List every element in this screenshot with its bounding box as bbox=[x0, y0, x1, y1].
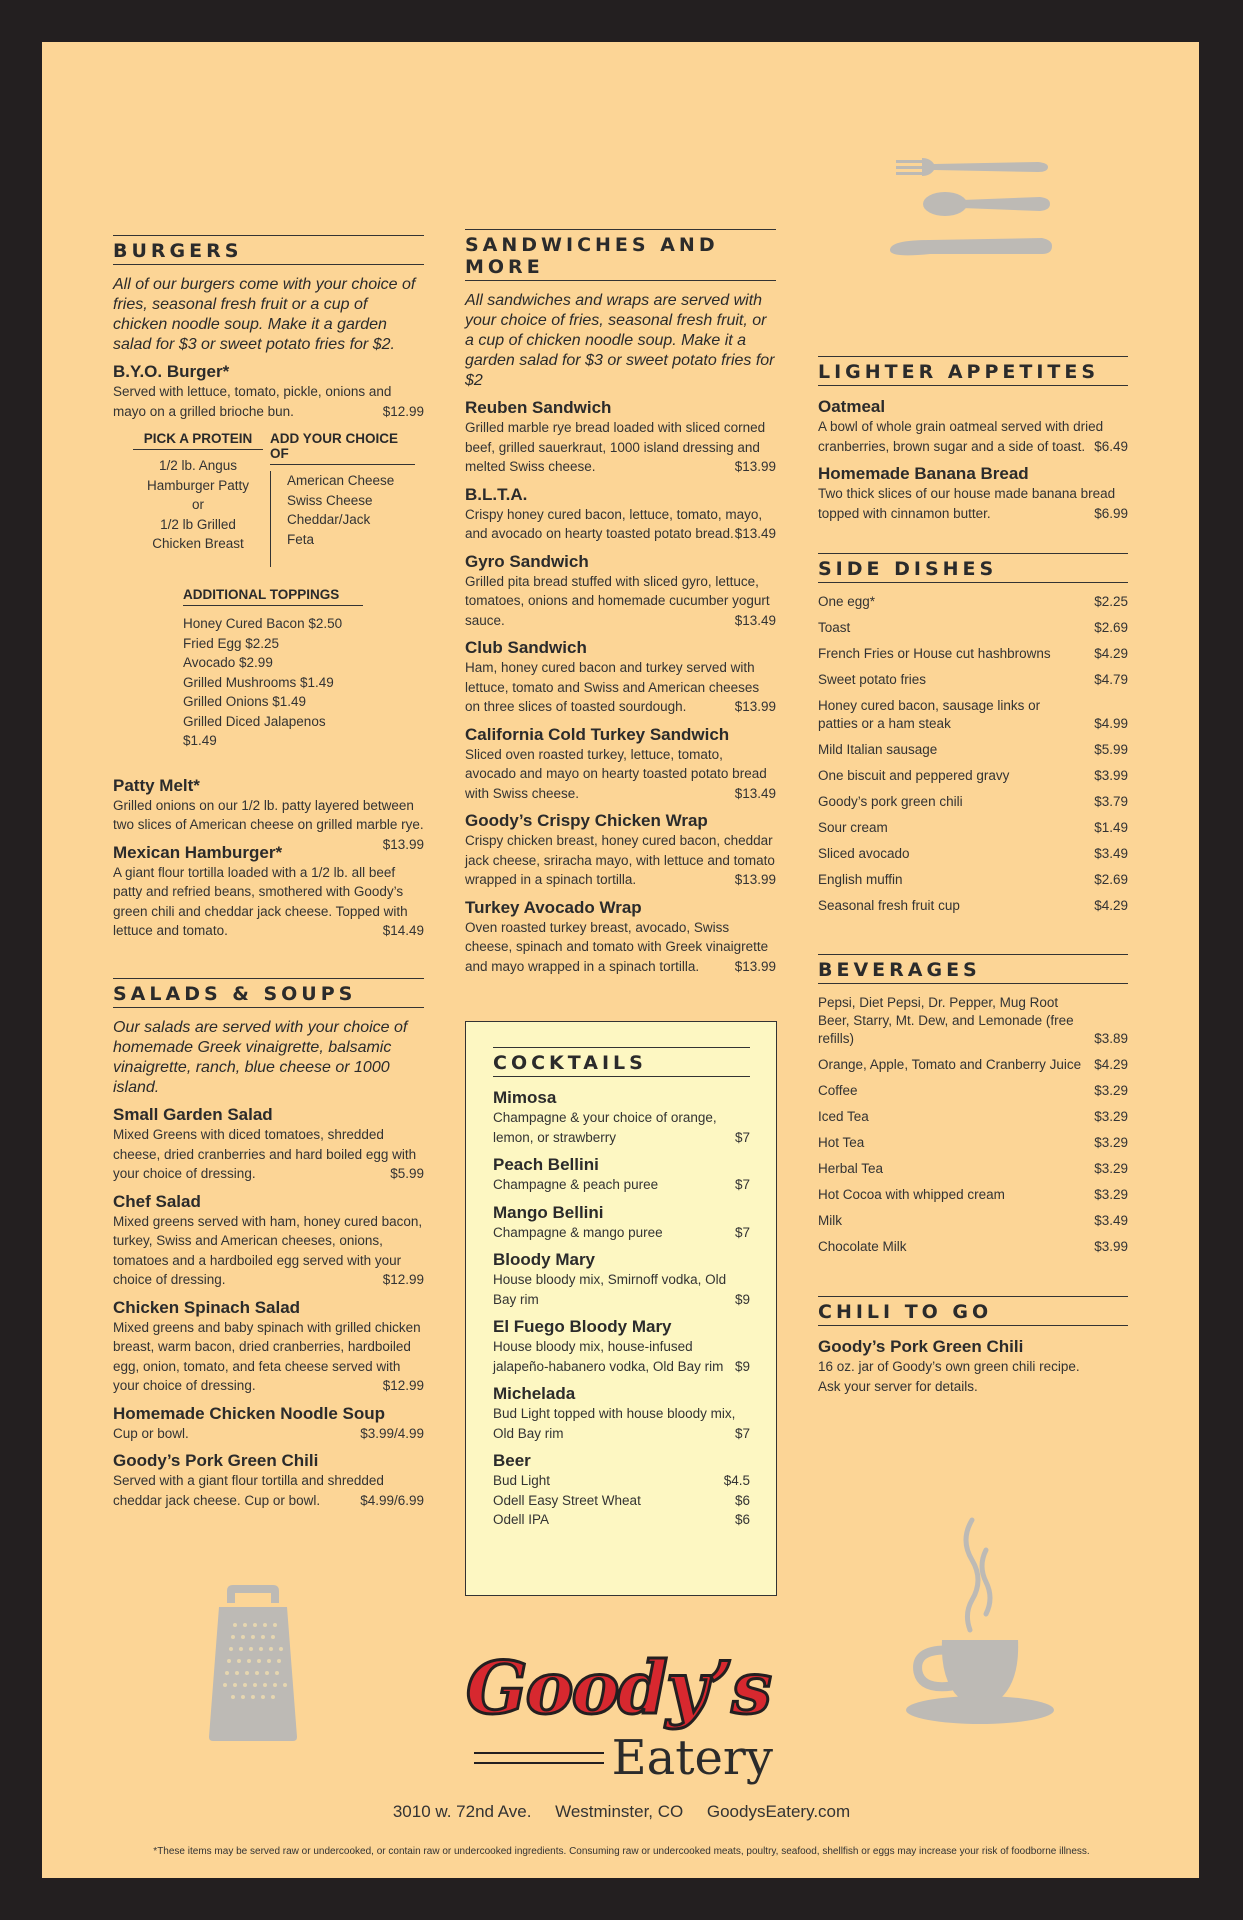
item-name: Turkey Avocado Wrap bbox=[465, 897, 642, 917]
beverage-price: $3.89 bbox=[1094, 1031, 1128, 1046]
item-desc: Champagne & your choice of orange, lemon, or strawberry bbox=[493, 1110, 717, 1145]
item-name: Chef Salad bbox=[113, 1191, 201, 1211]
topping: Grilled Diced Jalapenos $1.49 bbox=[183, 713, 326, 748]
item-price: $4.99/6.99 bbox=[360, 1492, 424, 1508]
beverage-row bbox=[818, 1056, 1128, 1074]
protein-line: 1/2 lb Grilled bbox=[160, 516, 236, 532]
item-price: $5.99 bbox=[390, 1166, 424, 1181]
side-row bbox=[818, 697, 1128, 733]
beverage-price: $3.29 bbox=[1094, 1135, 1128, 1150]
item-desc: Mixed greens served with ham, honey cured bacon, turkey, Swiss and American cheeses, onions, tomatoes and a hardboiled egg served with your choice of dressing. bbox=[113, 1213, 423, 1287]
item-name: Oatmeal bbox=[818, 397, 886, 416]
salad-item bbox=[113, 1450, 424, 1510]
burgers-section bbox=[113, 235, 424, 948]
sandwiches-title: SANDWICHES AND MORE bbox=[465, 229, 776, 281]
item-name: El Fuego Bloody Mary bbox=[493, 1317, 672, 1336]
brand-logo bbox=[463, 1645, 773, 1788]
beer-name: Odell IPA bbox=[493, 1512, 550, 1527]
item-desc: Two thick slices of our house made banana bread topped with cinnamon butter. bbox=[818, 486, 1116, 521]
beverage-price: $3.29 bbox=[1094, 1083, 1128, 1098]
item-price: $13.99 bbox=[382, 836, 424, 852]
side-row bbox=[818, 593, 1128, 611]
sandwich-item bbox=[465, 897, 776, 977]
toppings-head: ADDITIONAL TOPPINGS bbox=[183, 587, 363, 606]
logo-rule bbox=[474, 1752, 604, 1764]
item-desc: Mixed Greens with diced tomatoes, shredded cheese, dried cranberries and hard boiled egg with your choice of dressing. bbox=[113, 1127, 417, 1181]
topping: Honey Cured Bacon $2.50 bbox=[183, 616, 343, 631]
side-price: $1.49 bbox=[1094, 820, 1128, 835]
side-name: French Fries or House cut hashbrowns bbox=[818, 646, 1051, 661]
side-name: English muffin bbox=[818, 872, 903, 887]
lighter-section bbox=[818, 356, 1128, 530]
item-price: $7 bbox=[734, 1177, 750, 1192]
logo-brand: Goody’s bbox=[466, 1645, 770, 1730]
cocktails-box bbox=[465, 1021, 777, 1596]
item-name: B.Y.O. Burger* bbox=[113, 362, 230, 381]
side-price: $3.79 bbox=[1094, 794, 1128, 809]
sides-section bbox=[818, 553, 1128, 923]
item-name: Goody’s Crispy Chicken Wrap bbox=[465, 811, 708, 830]
item-price: $13.99 bbox=[734, 872, 776, 887]
side-price: $4.99 bbox=[1094, 716, 1128, 731]
item-name: Michelada bbox=[493, 1384, 576, 1403]
choice-line: Cheddar/Jack bbox=[287, 512, 371, 527]
item-desc: Crispy chicken breast, honey cured bacon, cheddar jack cheese, sriracha mayo, with lettuce and tomato wrapped in a spinach tortilla. bbox=[465, 833, 775, 887]
lighter-item bbox=[818, 463, 1128, 523]
item-desc: Ham, honey cured bacon and turkey served with lettuce, tomato and Swiss and American cheeses on three slices of toasted sourdough. bbox=[465, 660, 760, 714]
item-name: Chicken Spinach Salad bbox=[113, 1297, 301, 1317]
beer-price: $6 bbox=[734, 1512, 750, 1527]
cocktail-item bbox=[493, 1202, 750, 1243]
item-desc: House bloody mix, house-infused jalapeño-habanero vodka, Old Bay rim bbox=[493, 1339, 724, 1374]
item-price: $7 bbox=[734, 1129, 750, 1145]
item-price: $12.99 bbox=[382, 403, 424, 419]
side-row bbox=[818, 793, 1128, 811]
salads-section bbox=[113, 978, 424, 1517]
item-price: $13.99 bbox=[734, 699, 776, 714]
beer-name: Bud Light bbox=[493, 1473, 551, 1488]
beverage-row bbox=[818, 1186, 1128, 1204]
item-desc: Served with a giant flour tortilla and shredded cheddar jack cheese. Cup or bowl. bbox=[113, 1473, 384, 1508]
beverage-row bbox=[818, 1238, 1128, 1256]
side-price: $2.25 bbox=[1094, 594, 1128, 609]
side-row bbox=[818, 619, 1128, 637]
item-price: $7 bbox=[734, 1425, 750, 1441]
protein-line: Chicken Breast bbox=[152, 536, 244, 551]
sandwiches-section bbox=[465, 229, 776, 983]
item-desc: A giant flour tortilla loaded with a 1/2 lb. all beef patty and refried beans, smothered with Goody’s green chili and cheddar jack cheese. Topped with lettuce and tomato. bbox=[113, 864, 408, 938]
side-row bbox=[818, 871, 1128, 889]
choice-line: Feta bbox=[287, 531, 315, 547]
beverages-section bbox=[818, 954, 1128, 1264]
cocktail-item bbox=[493, 1087, 750, 1147]
beverage-price: $3.99 bbox=[1094, 1239, 1128, 1254]
beer-price: $6 bbox=[734, 1492, 750, 1508]
item-name: Patty Melt* bbox=[113, 775, 200, 795]
item-price: $13.49 bbox=[734, 785, 776, 801]
beverage-row bbox=[818, 1212, 1128, 1230]
side-row bbox=[818, 645, 1128, 663]
side-row bbox=[818, 897, 1128, 915]
byo-burger bbox=[113, 361, 424, 421]
beverages-title: BEVERAGES bbox=[818, 954, 1128, 984]
choice-line: Swiss Cheese bbox=[287, 492, 373, 508]
side-row bbox=[818, 845, 1128, 863]
item-name: Mango Bellini bbox=[493, 1202, 604, 1222]
item-price: $13.49 bbox=[734, 612, 776, 628]
side-name: Sweet potato fries bbox=[818, 672, 927, 687]
side-name: Honey cured bacon, sausage links or patties or a ham steak bbox=[818, 698, 1041, 731]
chili-desc: 16 oz. jar of Goody’s own green chili recipe. Ask your server for details. bbox=[818, 1359, 1080, 1394]
item-price: $3.99/4.99 bbox=[360, 1425, 424, 1441]
salad-item bbox=[113, 1104, 424, 1184]
protein-line: or bbox=[191, 497, 204, 512]
topping: Avocado $2.99 bbox=[183, 655, 273, 670]
item-desc: House bloody mix, Smirnoff vodka, Old Bay rim bbox=[493, 1272, 727, 1307]
sandwiches-intro: All sandwiches and wraps are served with your choice of fries, seasonal fresh fruit, or a cup of chicken noodle soup. Make it a garden salad for $3 or sweet potato fries for $2 bbox=[465, 292, 775, 389]
chili-title: CHILI TO GO bbox=[818, 1296, 1128, 1326]
beverage-price: $4.29 bbox=[1094, 1057, 1128, 1072]
protein-head: PICK A PROTEIN bbox=[133, 431, 263, 450]
additional-toppings bbox=[183, 587, 363, 751]
beverage-name: Chocolate Milk bbox=[818, 1239, 907, 1254]
choice-head: ADD YOUR CHOICE OF bbox=[270, 431, 415, 465]
fork-knife-spoon-icon bbox=[870, 150, 1080, 270]
side-name: Seasonal fresh fruit cup bbox=[818, 898, 960, 913]
side-price: $3.49 bbox=[1094, 846, 1128, 861]
beer-row bbox=[493, 1491, 750, 1511]
item-name: Bloody Mary bbox=[493, 1250, 596, 1269]
item-price: $9 bbox=[734, 1358, 750, 1374]
item-desc: A bowl of whole grain oatmeal served with dried cranberries, brown sugar and a side of toast. bbox=[818, 419, 1104, 454]
item-desc: Mixed greens and baby spinach with grilled chicken breast, warm bacon, dried cranberries, hardboiled egg, onion, tomato, and feta cheese served with your choice of dressing. bbox=[113, 1319, 421, 1393]
beverage-name: Hot Tea bbox=[818, 1135, 865, 1150]
item-price: $13.99 bbox=[734, 459, 776, 474]
chili-section bbox=[818, 1296, 1128, 1396]
item-price: $7 bbox=[734, 1224, 750, 1240]
side-price: $5.99 bbox=[1094, 742, 1128, 757]
side-price: $4.79 bbox=[1094, 672, 1128, 687]
item-desc: Crispy honey cured bacon, lettuce, tomato, mayo, and avocado on hearty toasted potato bread. bbox=[465, 506, 763, 541]
salads-title: SALADS & SOUPS bbox=[113, 978, 424, 1008]
mexican-hamburger bbox=[113, 842, 424, 941]
beer-title: Beer bbox=[493, 1451, 531, 1470]
beer-price: $4.5 bbox=[723, 1473, 750, 1488]
salad-item bbox=[113, 1403, 424, 1444]
side-row bbox=[818, 767, 1128, 785]
item-price: $6.99 bbox=[1094, 505, 1128, 521]
lighter-title: LIGHTER APPETITES bbox=[818, 356, 1128, 386]
side-price: $4.29 bbox=[1094, 898, 1128, 913]
beverage-name: Milk bbox=[818, 1213, 842, 1228]
beer-name: Odell Easy Street Wheat bbox=[493, 1492, 641, 1508]
item-price: $9 bbox=[734, 1291, 750, 1307]
item-name: Homemade Banana Bread bbox=[818, 464, 1029, 483]
side-name: One egg* bbox=[818, 594, 876, 609]
item-name: Peach Bellini bbox=[493, 1155, 599, 1174]
beverage-name: Herbal Tea bbox=[818, 1161, 884, 1176]
side-name: Goody’s pork green chili bbox=[818, 794, 963, 809]
cocktail-item bbox=[493, 1249, 750, 1309]
beverage-row bbox=[818, 1108, 1128, 1126]
item-desc: Oven roasted turkey breast, avocado, Swiss cheese, spinach and tomato with Greek vinaigrette and mayo wrapped in a spinach tortilla. bbox=[465, 919, 769, 974]
item-desc: Grilled onions on our 1/2 lb. patty layered between two slices of American cheese on grilled marble rye. bbox=[113, 797, 424, 832]
beverage-price: $3.29 bbox=[1094, 1109, 1128, 1124]
item-name: Goody’s Pork Green Chili bbox=[113, 1451, 319, 1470]
item-name: Small Garden Salad bbox=[113, 1105, 273, 1124]
protein-line: Hamburger Patty bbox=[146, 477, 250, 493]
sides-title: SIDE DISHES bbox=[818, 553, 1128, 583]
item-desc: Bud Light topped with house bloody mix, Old Bay rim bbox=[493, 1406, 736, 1441]
side-price: $4.29 bbox=[1094, 646, 1128, 661]
beverage-name: Iced Tea bbox=[818, 1109, 869, 1124]
topping: Fried Egg $2.25 bbox=[183, 635, 280, 651]
side-name: Mild Italian sausage bbox=[818, 742, 938, 757]
protein-line: 1/2 lb. Angus bbox=[158, 458, 238, 473]
item-desc: Champagne & peach puree bbox=[493, 1177, 659, 1192]
item-price: $12.99 bbox=[382, 1272, 424, 1287]
beverage-row bbox=[818, 1160, 1128, 1178]
item-name: Mimosa bbox=[493, 1088, 557, 1107]
sandwich-item bbox=[465, 810, 776, 890]
side-price: $2.69 bbox=[1094, 872, 1128, 887]
cocktail-item bbox=[493, 1383, 750, 1443]
item-price: $12.99 bbox=[382, 1378, 424, 1393]
salad-item bbox=[113, 1297, 424, 1396]
item-name: Club Sandwich bbox=[465, 638, 587, 657]
topping: Grilled Onions $1.49 bbox=[183, 694, 307, 709]
sandwich-item bbox=[465, 551, 776, 631]
beverage-price: $3.49 bbox=[1094, 1213, 1128, 1228]
side-name: One biscuit and peppered gravy bbox=[818, 768, 1010, 783]
coffee-cup-icon bbox=[900, 1510, 1060, 1740]
beverage-row bbox=[818, 1134, 1128, 1152]
address-line: 3010 w. 72nd Ave. Westminster, CO GoodysEatery.com bbox=[392, 1802, 851, 1821]
sandwich-item bbox=[465, 637, 776, 717]
item-price: $13.99 bbox=[734, 958, 776, 974]
beverage-price: $3.29 bbox=[1094, 1161, 1128, 1176]
side-name: Sliced avocado bbox=[818, 846, 910, 861]
beverage-name: Orange, Apple, Tomato and Cranberry Juice bbox=[818, 1057, 1082, 1072]
sandwich-item bbox=[465, 484, 776, 544]
beverage-name: Hot Cocoa with whipped cream bbox=[818, 1187, 1005, 1202]
cocktails-title: COCKTAILS bbox=[493, 1047, 750, 1077]
beer-list bbox=[493, 1450, 750, 1530]
lighter-item bbox=[818, 396, 1128, 456]
item-price: $14.49 bbox=[382, 923, 424, 938]
side-row bbox=[818, 671, 1128, 689]
item-price: $6.49 bbox=[1094, 438, 1128, 454]
side-name: Sour cream bbox=[818, 820, 888, 835]
sandwich-item bbox=[465, 397, 776, 477]
beverage-price: $3.29 bbox=[1094, 1187, 1128, 1202]
beverage-row bbox=[818, 1082, 1128, 1100]
beverage-name: Pepsi, Diet Pepsi, Dr. Pepper, Mug Root Beer, Starry, Mt. Dew, and Lemonade (free refills) bbox=[818, 995, 1074, 1046]
burgers-intro: All of our burgers come with your choice of fries, seasonal fresh fruit or a cup of chicken noodle soup. Make it a garden salad for $3 or sweet potato fries for $2. bbox=[113, 276, 416, 353]
item-desc: Cup or bowl. bbox=[113, 1425, 189, 1441]
item-name: Gyro Sandwich bbox=[465, 551, 589, 571]
item-price: $13.49 bbox=[734, 526, 776, 541]
salads-intro: Our salads are served with your choice of homemade Greek vinaigrette, balsamic vinaigrette, ranch, blue cheese or 1000 island. bbox=[113, 1019, 408, 1096]
choice-line: American Cheese bbox=[287, 473, 395, 488]
cocktail-item bbox=[493, 1154, 750, 1195]
salad-item bbox=[113, 1191, 424, 1290]
side-row bbox=[818, 819, 1128, 837]
beverage-name: Coffee bbox=[818, 1083, 858, 1098]
side-name: Toast bbox=[818, 620, 851, 635]
item-name: B.L.T.A. bbox=[465, 484, 528, 504]
item-desc: Served with lettuce, tomato, pickle, onions and mayo on a grilled brioche bun. bbox=[113, 384, 392, 419]
side-price: $2.69 bbox=[1094, 620, 1128, 635]
burgers-title: BURGERS bbox=[113, 235, 424, 265]
item-desc: Champagne & mango puree bbox=[493, 1224, 663, 1240]
chili-name: Goody’s Pork Green Chili bbox=[818, 1337, 1024, 1356]
side-price: $3.99 bbox=[1094, 768, 1128, 783]
item-name: California Cold Turkey Sandwich bbox=[465, 724, 730, 744]
grater-icon bbox=[205, 1585, 300, 1745]
side-row bbox=[818, 741, 1128, 759]
item-desc: Grilled marble rye bread loaded with sliced corned beef, grilled sauerkraut, 1000 island dressing and melted Swiss cheese. bbox=[465, 420, 766, 474]
item-desc: Grilled pita bread stuffed with sliced gyro, lettuce, tomatoes, onions and homemade cucumber yogurt sauce. bbox=[465, 573, 770, 628]
item-name: Mexican Hamburger* bbox=[113, 842, 283, 862]
beer-row bbox=[493, 1471, 750, 1491]
item-desc: Sliced oven roasted turkey, lettuce, tomato, avocado and mayo on hearty toasted potato bread with Swiss cheese. bbox=[465, 746, 767, 801]
beverage-row bbox=[818, 994, 1128, 1048]
item-name: Reuben Sandwich bbox=[465, 398, 612, 417]
byo-options bbox=[133, 431, 424, 567]
item-name: Homemade Chicken Noodle Soup bbox=[113, 1403, 386, 1423]
sandwich-item bbox=[465, 724, 776, 804]
cocktail-item bbox=[493, 1316, 750, 1376]
topping: Grilled Mushrooms $1.49 bbox=[183, 674, 334, 690]
disclaimer-note: *These items may be served raw or undercooked, or contain raw or undercooked ingredients. Consuming raw or undercooked meats, poultry, seafood, shellfish or eggs may increase your risk of foodborne illness. bbox=[153, 1846, 1090, 1857]
beer-row bbox=[493, 1510, 750, 1530]
logo-sub: Eatery bbox=[611, 1730, 773, 1786]
